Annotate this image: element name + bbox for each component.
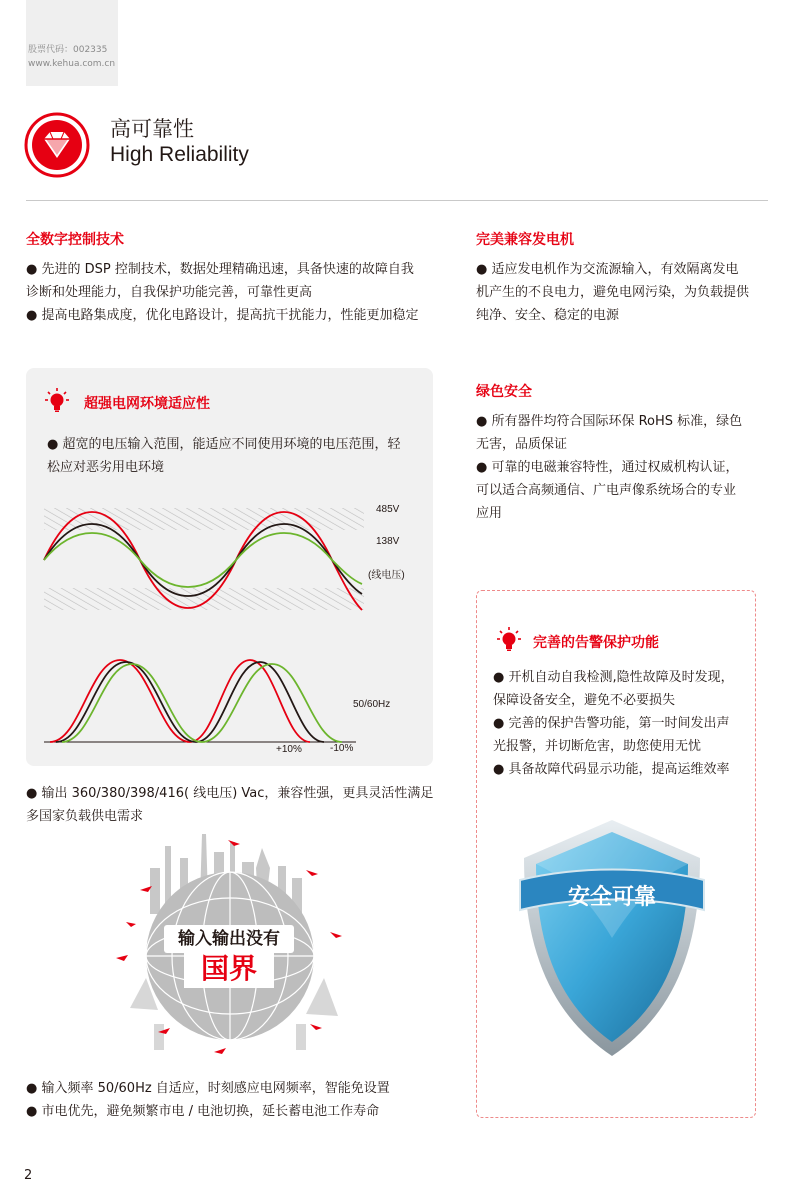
website: www.kehua.com.cn xyxy=(28,59,116,69)
output-line: ● 输出 360/380/398/416( 线电压) Vac，兼容性强，更具灵活性满足 xyxy=(26,786,434,801)
wave-green xyxy=(44,533,362,587)
grid-line: ● 超宽的电压输入范围，能适应不同使用环境的电压范围，轻 xyxy=(47,437,401,452)
header-divider xyxy=(26,200,768,201)
voltage-label-138: 138V xyxy=(376,536,400,547)
freq-green-1 xyxy=(62,664,202,742)
alarm-line: ● 完善的保护告警功能，第一时间发出声 xyxy=(493,716,730,731)
green-line: ● 可靠的电磁兼容特性，通过权威机构认证， xyxy=(476,460,739,475)
green-title: 绿色安全 xyxy=(476,384,532,400)
freq-line: ● 输入频率 50/60Hz 自适应，时刻感应电网频率，智能免设置 xyxy=(26,1081,390,1096)
grid-title: 超强电网环境适应性 xyxy=(84,396,210,412)
output-text xyxy=(26,782,438,828)
frequency-wave-chart xyxy=(40,656,360,748)
generator-text xyxy=(476,258,766,327)
bulb-icon xyxy=(496,626,522,652)
voltage-label-485: 485V xyxy=(376,504,400,515)
alarm-line: 保障设备安全，避免不必要损失 xyxy=(493,693,676,708)
generator-title: 完美兼容发电机 xyxy=(476,232,574,248)
freq-black-1 xyxy=(56,662,196,742)
dsp-line: ● 先进的 DSP 控制技术，数据处理精确迅速，具备快速的故障自我 xyxy=(26,262,414,277)
alarm-title: 完善的告警保护功能 xyxy=(533,635,659,651)
dsp-text xyxy=(26,258,436,327)
header-tab-text xyxy=(28,43,115,71)
alarm-line: 光报警，并切断危害，助您使用无忧 xyxy=(493,739,702,754)
freq-line: ● 市电优先，避免频繁市电 / 电池切换，延长蓄电池工作寿命 xyxy=(26,1104,380,1119)
stock-code: 股票代码：002335 xyxy=(28,45,108,55)
generator-line: ● 适应发电机作为交流源输入，有效隔离发电 xyxy=(476,262,739,277)
freq-minus-label: -10% xyxy=(330,743,354,754)
freq-label: 50/60Hz xyxy=(353,699,391,710)
alarm-line: ● 开机自动自我检测,隐性故障及时发现， xyxy=(493,670,734,685)
alarm-line: ● 具备故障代码显示功能，提高运维效率 xyxy=(493,762,730,777)
generator-line: 纯净、安全、稳定的电源 xyxy=(476,308,620,323)
grid-text xyxy=(47,433,427,479)
dsp-line: 诊断和处理能力，自我保护功能完善，可靠性更高 xyxy=(26,285,313,300)
grid-line: 松应对恶劣用电环境 xyxy=(47,460,165,475)
freq-plus-label: +10% xyxy=(276,744,302,755)
globe-caption-1: 输入输出没有 xyxy=(164,925,294,953)
green-line: 无害，品质保证 xyxy=(476,437,568,452)
shield-icon xyxy=(518,818,706,1058)
voltage-label-line: (线电压) xyxy=(368,570,405,581)
page-title-cn: 高可靠性 xyxy=(110,117,194,141)
globe-caption-2: 国界 xyxy=(184,950,274,988)
shield-text: 安全可靠 xyxy=(567,885,656,910)
diamond-icon xyxy=(24,112,90,178)
output-line: 多国家负载供电需求 xyxy=(26,809,144,824)
page-title-en: High Reliability xyxy=(110,143,249,166)
green-line: 应用 xyxy=(476,506,503,521)
generator-line: 机产生的不良电力，避免电网污染，为负载提供 xyxy=(476,285,750,300)
freq-black-2 xyxy=(196,662,324,742)
green-line: 可以适合高频通信、广电声像系统场合的专业 xyxy=(476,483,737,498)
hatch-bottom xyxy=(44,588,364,610)
freq-red-1 xyxy=(50,660,190,742)
bulb-icon xyxy=(44,387,70,413)
freq-green-2 xyxy=(202,664,342,742)
dsp-line: ● 提高电路集成度，优化电路设计，提高抗干扰能力，性能更加稳定 xyxy=(26,308,419,323)
dsp-title: 全数字控制技术 xyxy=(26,232,124,248)
alarm-text xyxy=(493,666,755,781)
voltage-wave-chart xyxy=(40,500,430,625)
green-text xyxy=(476,410,766,525)
freq-text xyxy=(26,1077,446,1123)
page-number: 2 xyxy=(24,1168,33,1183)
green-line: ● 所有器件均符合国际环保 RoHS 标准，绿色 xyxy=(476,414,743,429)
